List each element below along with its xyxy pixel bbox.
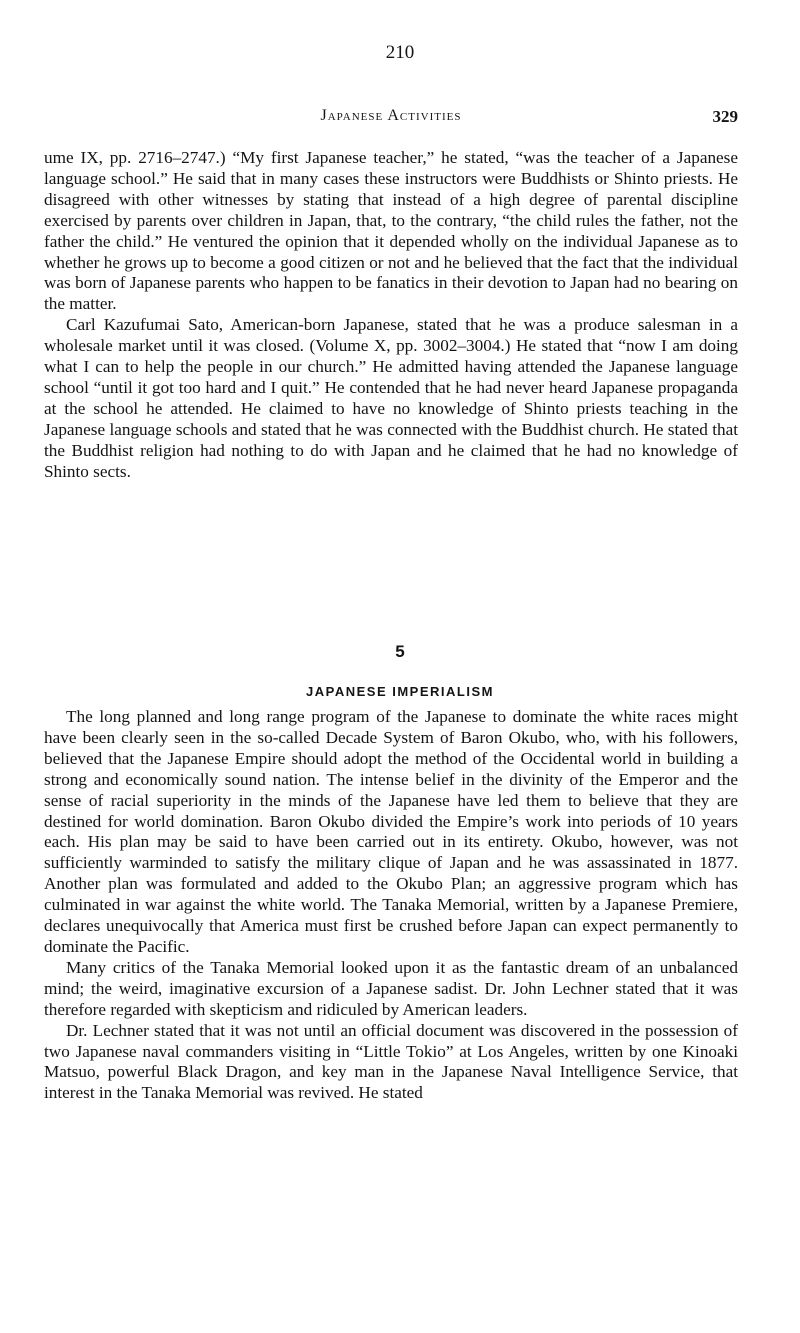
page-number: 210 (385, 42, 415, 63)
running-head (44, 107, 738, 133)
running-page-number: 329 (712, 107, 738, 126)
paragraph: Many critics of the Tanaka Memorial looked upon it as the fantastic dream of an unbalanced mind; the weird, imaginative excursion of a Japanese sadist. Dr. John Lechner stated that it was therefore regarded with skepticism and ridiculed by American leaders. (44, 957, 738, 1019)
text-block-testimony (44, 148, 738, 483)
section-heading: JAPANESE IMPERIALISM (306, 684, 494, 699)
paragraph: The long planned and long range program of the Japanese to dominate the white races might have been clearly seen in the so-called Decade System of Baron Okubo, who, with his followers, believed that the Japanese Empire should adopt the method of the Occidental world in building a strong and economically sound nation. The intense belief in the divinity of the Emperor and the sense of racial superiority in the minds of the Japanese have led them to believe that they are destined for world domination. Baron Okubo divided the Empire’s work into periods of 10 years each. His plan may be said to have been carried out in its entirety. Okubo, however, was not sufficiently warminded to satisfy the military clique of Japan and he was assassinated in 1877. Another plan was formulated and added to the Okubo Plan; an aggressive program which has culminated in war against the white world. The Tanaka Memorial, written by a Japanese Premiere, declares unequivocally that America must first be crushed before Japan can expect permanently to dominate the Pacific. (44, 707, 738, 956)
section-number: 5 (395, 642, 405, 661)
running-title: Japanese Activities (320, 107, 462, 124)
paragraph: Dr. Lechner stated that it was not until an official document was discovered in the possession of two Japanese naval commanders visiting in “Little Tokio” at Los Angeles, written by one Kinoaki Matsuo, powerful Black Dragon, and key man in the Japanese Naval Intelligence Service, that interest in the Tanaka Memorial was revived. He stated (44, 1020, 738, 1103)
paragraph: Carl Kazufumai Sato, American-born Japanese, stated that he was a produce salesman in a wholesale market until it was closed. (Volume X, pp. 3002–3004.) He stated that “now I am doing what I can to help the people in our church.” He admitted having attended the Japanese language school “until it got too hard and I quit.” He contended that he had never heard Japanese propaganda at the school he attended. He claimed to have no knowledge of Shinto priests teaching in the Japanese language schools and stated that he was connected with the Buddhist church. He stated that the Buddhist religion had nothing to do with Japan and he claimed that he had no knowledge of Shinto sects. (44, 315, 738, 481)
text-block-imperialism (44, 707, 738, 1104)
paragraph: ume IX, pp. 2716–2747.) “My first Japanese teacher,” he stated, “was the teacher of a Japanese language school.” He said that in many cases these instructors were Buddhists or Shinto priests. He disagreed with other witnesses by stating that instead of a high degree of parental discipline exercised by parents over children in Japan, that, to the contrary, “the child rules the father, not the father the child.” He ventured the opinion that it depended wholly on the individual Japanese as to whether he grows up to become a good citizen or not and he believed that the fact that the individual was born of Japanese parents who happen to be fanatics in their devotion to Japan had no bearing on the matter. (44, 148, 738, 314)
